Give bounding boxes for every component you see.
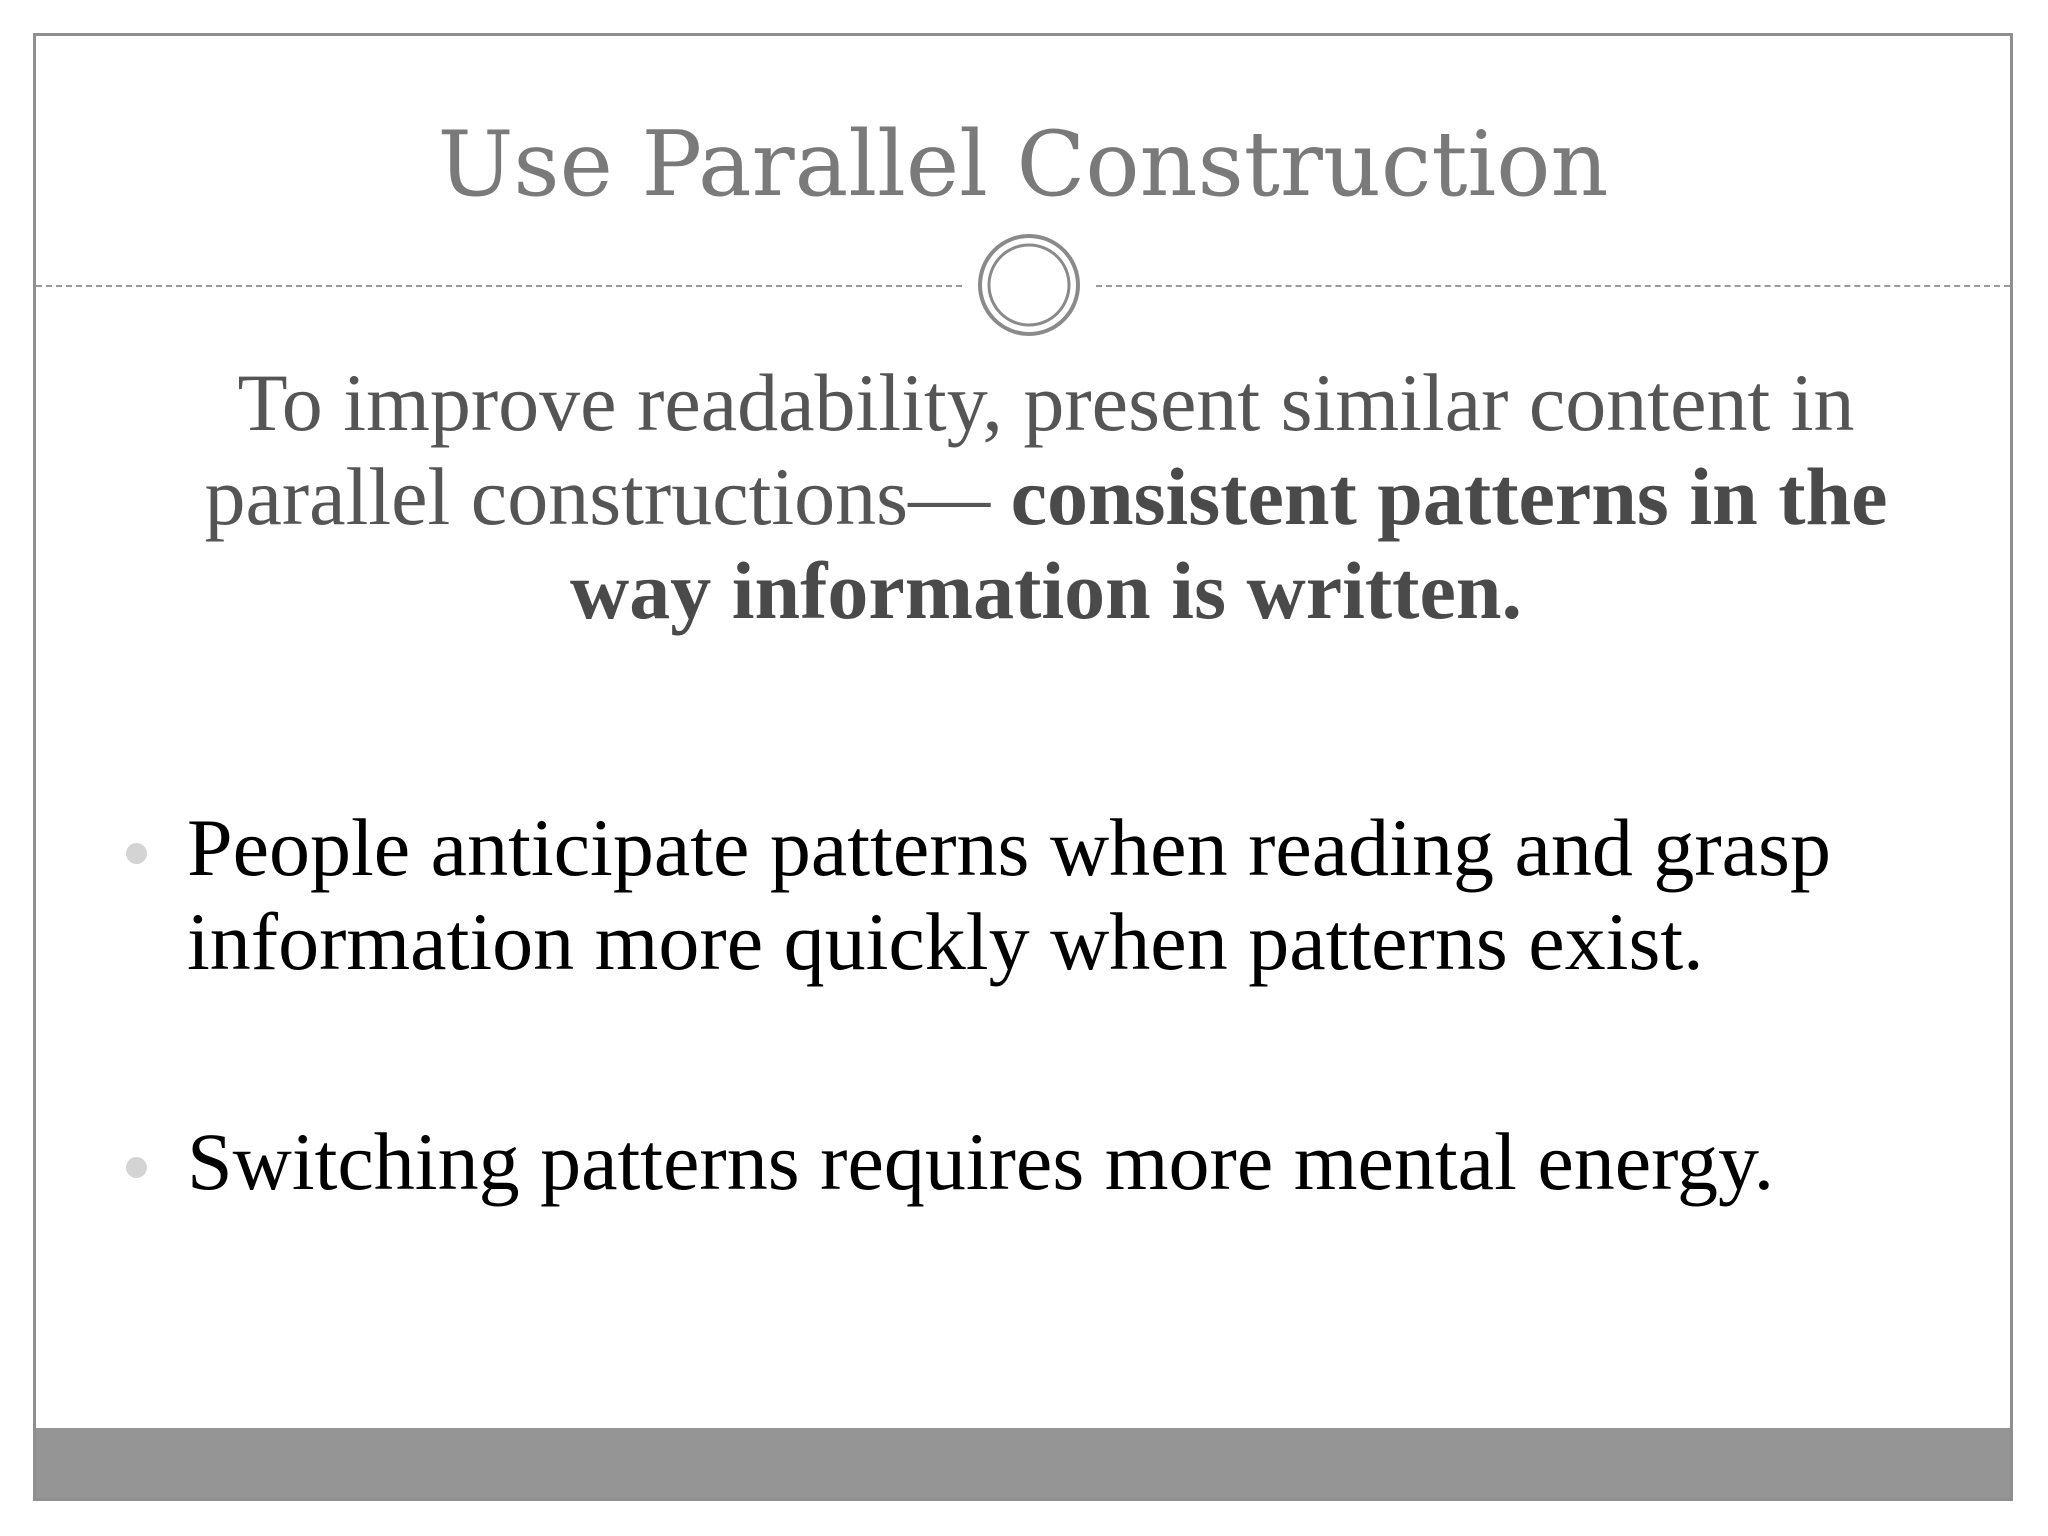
bullet-text: People anticipate patterns when reading and grasp information more quickly when patterns exist. [187, 802, 1831, 987]
bullet-text: Switching patterns requires more mental energy. [187, 1116, 1775, 1207]
slide-title: Use Parallel Construction [437, 112, 1609, 217]
subtitle-bold-text: consistent patterns in the way information is written. [569, 451, 1888, 636]
bullet-dot-icon [126, 1157, 147, 1178]
bullet-item [96, 1115, 1976, 1209]
bullet-list [96, 801, 1976, 1209]
slide [33, 33, 2013, 1501]
subtitle-plain-text: To improve readability, present similar content in parallel constructions— [204, 357, 1855, 542]
title-divider-right [1096, 285, 2010, 287]
bullet-item [96, 801, 1976, 989]
slide-subtitle [156, 356, 1936, 638]
footer-band [36, 1428, 2010, 1498]
double-circle-ornament-icon [976, 232, 1082, 338]
title-divider-left [36, 285, 962, 287]
bullet-dot-icon [126, 843, 147, 864]
